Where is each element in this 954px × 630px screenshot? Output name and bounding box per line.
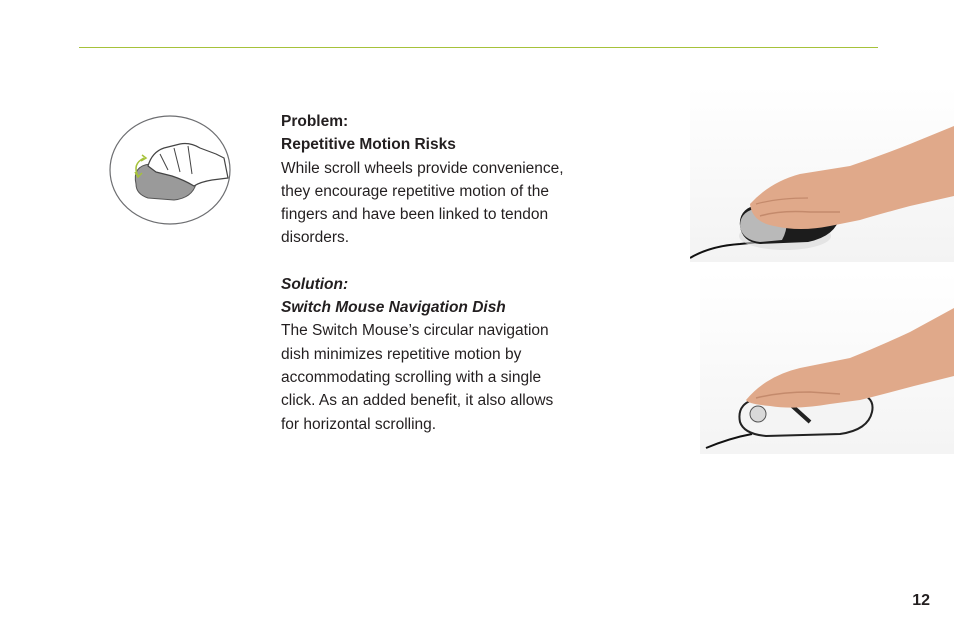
solution-line: The Switch Mouse’s circular navigation	[281, 322, 549, 340]
page-number: 12	[912, 592, 930, 609]
solution-line: click. As an added benefit, it also allows	[281, 392, 554, 410]
problem-line: disorders.	[281, 229, 350, 247]
solution-line: dish minimizes repetitive motion by	[281, 345, 522, 363]
header-rule	[79, 47, 878, 48]
solution-subheading: Switch Mouse Navigation Dish	[281, 299, 506, 317]
problem-line: they encourage repetitive motion of the	[281, 182, 549, 200]
problem-subheading: Repetitive Motion Risks	[281, 136, 456, 154]
solution-line: accommodating scrolling with a single	[281, 368, 542, 386]
problem-line: fingers and have been linked to tendon	[281, 206, 549, 224]
hand-on-conventional-mouse-photo	[690, 86, 954, 262]
solution-line: for horizontal scrolling.	[281, 415, 437, 433]
solution-heading: Solution:	[281, 275, 349, 293]
body-text	[281, 110, 611, 436]
problem-heading: Problem:	[281, 113, 349, 130]
hand-on-switch-mouse-photo	[700, 272, 954, 454]
hand-on-scroll-mouse-icon	[108, 114, 234, 228]
problem-line: While scroll wheels provide convenience,	[281, 159, 564, 177]
